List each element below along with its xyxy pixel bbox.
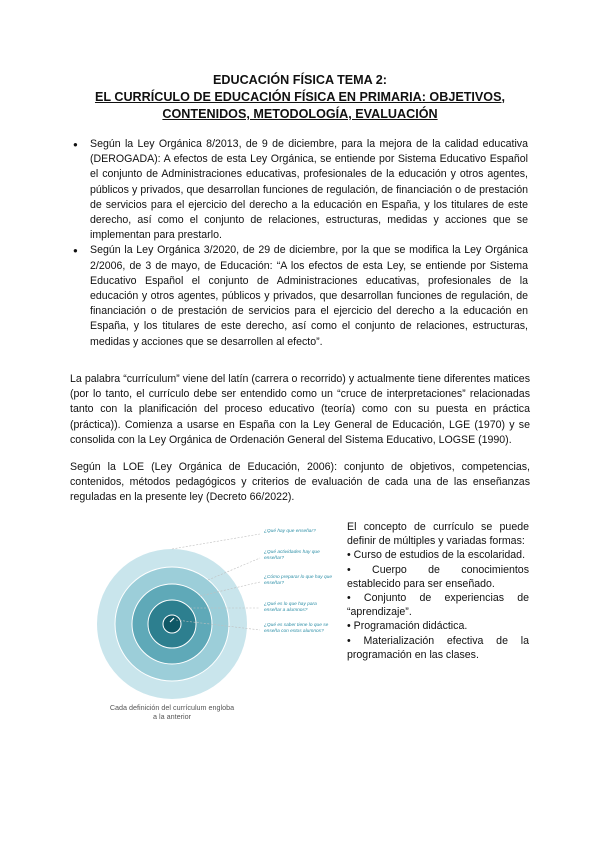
law-definitions-list — [90, 137, 528, 350]
list-item: • Cuerpo de conocimientos establecido para ser enseñado. — [347, 563, 529, 590]
figure-label: ¿Qué hay que enseñar? — [264, 529, 316, 534]
title-line-3: CONTENIDOS, METODOLOGÍA, EVALUACIÓN — [162, 107, 438, 121]
definitions-list — [347, 548, 529, 662]
figure-label: ¿Cómo preparar lo que hay que enseñar? — [264, 575, 332, 586]
title-line-1: EDUCACIÓN FÍSICA TEMA 2: — [213, 73, 387, 87]
list-item: • Programación didáctica. — [347, 620, 468, 633]
circle-core — [163, 615, 181, 633]
paragraph-curriculum-origin: La palabra “currículum” viene del latín (carrera o recorrido) y actualmente tiene diferentes matices (por lo tanto, el currículo debe ser entendido como un “cruce de interpretaciones” relacionadas tanto con la planificación del proceso educativo (teoría) como con su puesta en práctica (práctica)). Comienza a usarse en España con la Ley General de Educación, LGE (1970) y se consolida con la Ley Orgánica de Ordenación General del Sistema Educativo, LOGSE (1990). — [70, 373, 530, 446]
aside-intro: El concepto de currículo se puede definir de múltiples y variadas formas: — [347, 521, 529, 548]
paragraph-loe-definition: Según la LOE (Ley Orgánica de Educación, 2006): conjunto de objetivos, competencias, contenidos, métodos pedagógicos y criterios de evaluación de cada una de las enseñanzas reguladas en la presente ley (Decreto 66/2022). — [70, 461, 530, 504]
curriculum-definitions-aside — [347, 520, 529, 662]
title-line-2: EL CURRÍCULO DE EDUCACIÓN FÍSICA EN PRIMARIA: OBJETIVOS, — [94, 90, 506, 104]
list-item: ● Según la Ley Orgánica 8/2013, de 9 de diciembre, para la mejora de la calidad educativa (DEROGADA): A efectos de esta Ley Orgánica, se entiende por Sistema Educativo Español el conjunto de Administraciones educativas, profesionales de la educación y otros agentes, públicos y privados, que desarrollan funciones de regulación, de financiación o de prestación de servicios para el ejercicio del derecho a la educación en España, y los titulares de este derecho, así como el conjunto de relaciones, estructuras, medidas y acciones que se implementan para prestarlo. — [90, 137, 528, 243]
list-item: • Materialización efectiva de la programación en las clases. — [347, 634, 529, 661]
list-item: • Conjunto de experiencias de “aprendizaje”. — [347, 592, 529, 619]
figure-caption-line-1: Cada definición del currículum engloba — [109, 703, 235, 712]
figure-label: ¿Qué actividades hay que enseñar? — [264, 550, 320, 561]
list-item: • Curso de estudios de la escolaridad. — [347, 549, 526, 562]
document-title — [70, 72, 530, 123]
concentric-circles-figure — [92, 522, 342, 727]
list-item: ● Según la Ley Orgánica 3/2020, de 29 de diciembre, por la que se modifica la Ley Orgánica 2/2006, de 3 de mayo, de Educación: “A los efectos de esta Ley, se entiende por Sistema Educativo Español el conjunto de Administraciones educativas, profesionales de la educación y otros agentes, públicos y privados, que desarrollan funciones de regulación, de financiación o de prestación de servicios para el ejercicio del derecho a la educación en España, y los titulares de este derecho, así como el conjunto de relaciones, estructuras, medidas y acciones que se desarrollen al efecto”. — [90, 243, 528, 349]
figure-label: ¿Qué es saber tiene lo que se enseña con estos alumnos? — [264, 623, 329, 634]
figure-caption-line-2: a la anterior — [153, 711, 191, 721]
figure-caption — [92, 704, 252, 721]
figure-label: ¿Qué es lo que hay para enseñar a alumnos? — [264, 602, 317, 613]
